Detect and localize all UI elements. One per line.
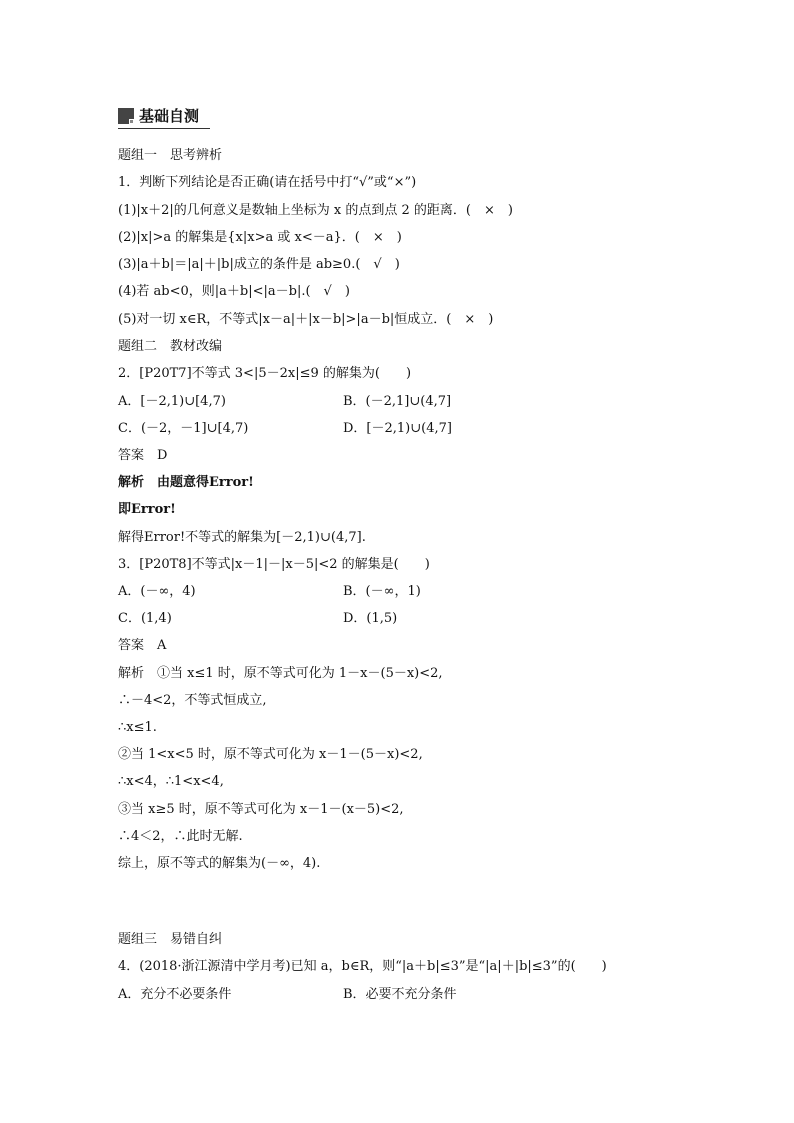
q1-item-5: (5)对一切 x∈R，不等式|x－a|＋|x－b|>|a－b|恒成立．( × ) [118, 312, 494, 327]
q2-option-b: B．(－2,1]∪(4,7] [343, 394, 452, 409]
q2-option-a: A．[－2,1)∪[4,7) [118, 394, 226, 409]
q3-answer: 答案 A [118, 638, 167, 653]
group1-heading: 题组一 思考辨析 [118, 148, 223, 163]
q3-stem: 3．[P20T8]不等式|x－1|－|x－5|<2 的解集是( ) [118, 557, 430, 572]
q1-item-3: (3)|a＋b|＝|a|＋|b|成立的条件是 ab≥0.( √ ) [118, 257, 400, 272]
q3-analysis-1: 解析 ①当 x≤1 时，原不等式可化为 1－x－(5－x)<2, [118, 666, 443, 681]
q3-analysis-2: ∴－4<2，不等式恒成立, [118, 693, 267, 708]
q4-option-b: B．必要不充分条件 [343, 987, 457, 1002]
q3-conclusion: 综上，原不等式的解集为(－∞，4). [118, 856, 321, 871]
group3-heading: 题组三 易错自纠 [118, 932, 223, 947]
q3-analysis-3: ∴x≤1. [118, 720, 157, 735]
q4-option-a: A．充分不必要条件 [118, 987, 232, 1002]
section-header [118, 106, 210, 129]
q2-answer: 答案 D [118, 448, 168, 463]
q3-analysis-7: ∴4＜2，∴此时无解. [118, 829, 243, 844]
q4-stem: 4．(2018·浙江源清中学月考)已知 a，b∈R，则“|a＋b|≤3”是“|a|＋|b|≤3”的( ) [118, 959, 607, 974]
q2-option-d: D．[－2,1)∪(4,7] [343, 421, 452, 436]
q2-analysis-1: 解析 由题意得Error! [118, 475, 254, 490]
section-title: 基础自测 [139, 107, 200, 125]
q3-analysis-5: ∴x<4，∴1<x<4, [118, 774, 224, 789]
q3-option-b: B．(－∞，1) [343, 584, 421, 599]
q3-option-d: D．(1,5) [343, 611, 398, 626]
q3-analysis-6: ③当 x≥5 时，原不等式可化为 x－1－(x－5)<2, [118, 802, 404, 817]
section-square-icon [118, 108, 134, 124]
q2-analysis-3: 解得Error!不等式的解集为[－2,1)∪(4,7]. [118, 530, 366, 545]
q2-option-c: C．(－2，－1]∪[4,7) [118, 421, 249, 436]
q3-option-a: A．(－∞，4) [118, 584, 196, 599]
q2-analysis-2: 即Error! [118, 502, 176, 517]
q1-item-1: (1)|x＋2|的几何意义是数轴上坐标为 x 的点到点 2 的距离．( × ) [118, 203, 513, 218]
q3-option-c: C．(1,4) [118, 611, 172, 626]
q1-item-4: (4)若 ab<0，则|a＋b|<|a－b|.( √ ) [118, 284, 350, 299]
group2-heading: 题组二 教材改编 [118, 339, 223, 354]
q3-analysis-4: ②当 1<x<5 时，原不等式可化为 x－1－(5－x)<2, [118, 747, 423, 762]
q1-stem: 1．判断下列结论是否正确(请在括号中打“√”或“×”) [118, 175, 417, 190]
q1-item-2: (2)|x|>a 的解集是{x|x>a 或 x<－a}．( × ) [118, 230, 402, 245]
q2-stem: 2．[P20T7]不等式 3<|5－2x|≤9 的解集为( ) [118, 366, 412, 381]
